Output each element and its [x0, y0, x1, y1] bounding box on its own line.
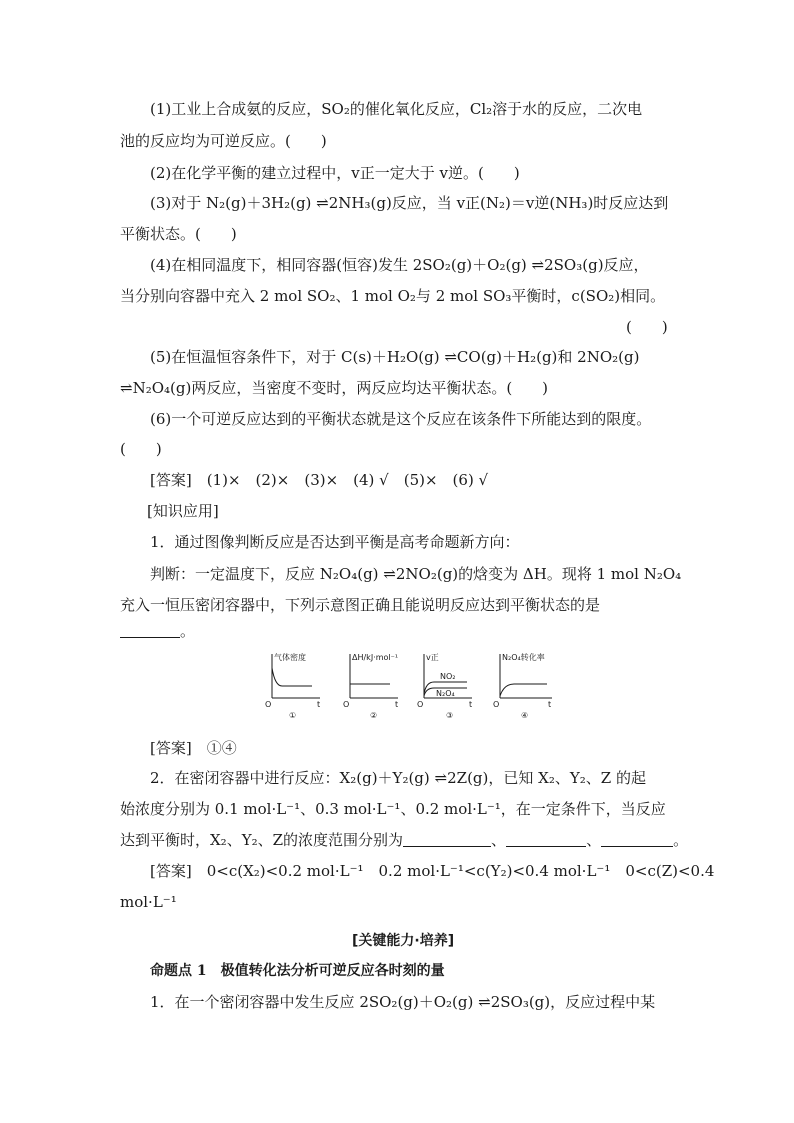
- figure-ylabel: v正: [426, 653, 439, 662]
- text-line: 池的反应均为可逆反应。( ): [120, 132, 327, 150]
- section-label: [知识应用]: [147, 502, 219, 520]
- figure-t: t: [317, 700, 321, 709]
- text-line: 判断：一定温度下，反应 N₂O₄(g) ⇌2NO₂(g)的焓变为 ΔH。现将 1 mol N₂O₄: [150, 565, 682, 583]
- figures-row: [262, 648, 562, 722]
- figure-4: [493, 652, 552, 720]
- figure-ylabel: 气体密度: [274, 653, 306, 662]
- text-line: (2)在化学平衡的建立过程中，v正一定大于 v逆。( ): [150, 164, 520, 182]
- figure-origin: O: [417, 700, 424, 709]
- figure-number: ③: [446, 711, 454, 720]
- answer-line: [答案] ①④: [150, 739, 237, 757]
- fill-blank: [403, 830, 491, 847]
- figure-3: [417, 653, 472, 720]
- fill-blank: [506, 830, 586, 847]
- figure-2: [343, 653, 398, 720]
- text-line: 1．在一个密闭容器中发生反应 2SO₂(g)＋O₂(g) ⇌2SO₃(g)，反应过程中某: [150, 993, 656, 1011]
- text-line: (1)工业上合成氨的反应，SO₂的催化氧化反应，Cl₂溶于水的反应，二次电: [150, 100, 643, 118]
- figure-origin: O: [265, 700, 272, 709]
- figure-t: t: [395, 700, 399, 709]
- figure-number: ①: [289, 711, 297, 720]
- text-line: ( ): [120, 440, 162, 458]
- text-line: 充入一恒压密闭容器中，下列示意图正确且能说明反应达到平衡状态的是: [120, 596, 601, 614]
- figure-t: t: [548, 700, 552, 709]
- section-title: [关键能力·培养]: [352, 933, 455, 949]
- answer-line: [答案] (1)× (2)× (3)× (4) √ (5)× (6) √: [150, 471, 489, 489]
- fill-line: 。: [120, 620, 195, 642]
- subsection-heading: 命题点 1 极值转化法分析可逆反应各时刻的量: [150, 963, 445, 979]
- figure-t: t: [469, 700, 473, 709]
- figure-ylabel: N₂O₄转化率: [502, 653, 545, 662]
- answer-blank: ( ): [626, 318, 668, 336]
- text-line: 1．通过图像判断反应是否达到平衡是高考命题新方向：: [150, 533, 520, 551]
- series-label: NO₂: [440, 672, 456, 681]
- figure-1: [265, 652, 320, 720]
- figure-ylabel: ΔH/kJ·mol⁻¹: [352, 653, 399, 662]
- figure-number: ④: [521, 711, 529, 720]
- text-line: 平衡状态。( ): [120, 225, 237, 243]
- text-line: ⇌N₂O₄(g)两反应，当密度不变时，两反应均达平衡状态。( ): [120, 379, 549, 397]
- fill-blank: [601, 830, 673, 847]
- text-line: (3)对于 N₂(g)＋3H₂(g) ⇌2NH₃(g)反应，当 v正(N₂)＝v逆(NH₃)时反应达到: [150, 194, 669, 212]
- text-line: mol·L⁻¹: [120, 893, 177, 911]
- text-line: 当分别向容器中充入 2 mol SO₂、1 mol O₂与 2 mol SO₃平衡时，c(SO₂)相同。: [120, 287, 666, 305]
- fill-line: 达到平衡时，X₂、Y₂、Z的浓度范围分别为 、 、 。: [120, 831, 689, 849]
- answer-line: [答案] 0<c(X₂)<0.2 mol·L⁻¹ 0.2 mol·L⁻¹<c(Y₂)<0.4 mol·L⁻¹ 0<c(Z)<0.4: [150, 862, 715, 880]
- fill-blank: [120, 621, 180, 638]
- figure-number: ②: [370, 711, 378, 720]
- figure-origin: O: [343, 700, 350, 709]
- text-line: (4)在相同温度下，相同容器(恒容)发生 2SO₂(g)＋O₂(g) ⇌2SO₃(g)反应，: [150, 256, 649, 274]
- text-line: (5)在恒温恒容条件下，对于 C(s)＋H₂O(g) ⇌CO(g)＋H₂(g)和 2NO₂(g): [150, 348, 640, 366]
- text-line: (6)一个可逆反应达到的平衡状态就是这个反应在该条件下所能达到的限度。: [150, 410, 652, 428]
- text-line: 2．在密闭容器中进行反应：X₂(g)＋Y₂(g) ⇌2Z(g)，已知 X₂、Y₂、Z 的起: [150, 769, 646, 787]
- figure-origin: O: [493, 700, 500, 709]
- series-label: N₂O₄: [436, 689, 455, 698]
- text-line: 始浓度分别为 0.1 mol·L⁻¹、0.3 mol·L⁻¹、0.2 mol·L⁻¹，在一定条件下，当反应: [120, 800, 666, 818]
